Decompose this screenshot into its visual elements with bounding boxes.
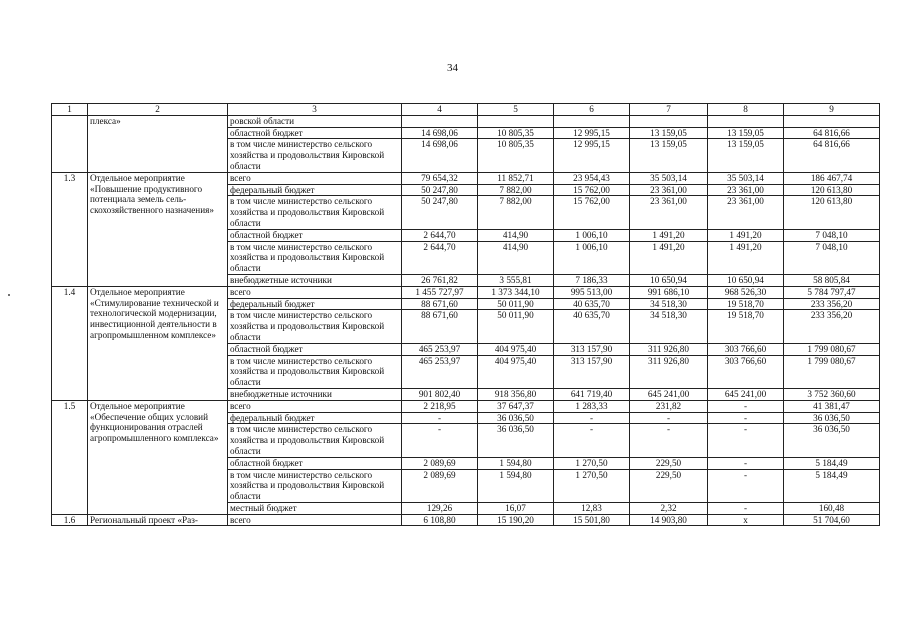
measure-name: Отдельное мероприятие «Повышение продуктивного потенциала земель сельскохозяйственного назначения»: [88, 172, 228, 286]
year-value: 88 671,60: [402, 298, 478, 310]
total-value: 233 356,20: [784, 310, 880, 343]
total-value: 160,48: [784, 502, 880, 514]
year-value: 34 518,30: [630, 298, 708, 310]
total-value: 41 381,47: [784, 400, 880, 412]
year-value: 15 762,00: [554, 184, 630, 196]
year-value: 40 635,70: [554, 310, 630, 343]
year-value: 311 926,80: [630, 355, 708, 388]
funding-source: местный бюджет: [228, 502, 402, 514]
year-value: 991 686,10: [630, 286, 708, 298]
total-value: 64 816,66: [784, 127, 880, 139]
year-value: 23 361,00: [630, 196, 708, 229]
year-value: 404 975,40: [478, 355, 554, 388]
table-row: [52, 286, 880, 298]
year-value: 50 011,90: [478, 310, 554, 343]
column-header: 5: [478, 104, 554, 116]
year-value: 13 159,05: [708, 127, 784, 139]
year-value: 3 555,81: [478, 274, 554, 286]
year-value: -: [708, 412, 784, 424]
year-value: 1 491,20: [708, 229, 784, 241]
year-value: 7 186,33: [554, 274, 630, 286]
total-value: 5 184,49: [784, 457, 880, 469]
measure-name: плекса»: [88, 115, 228, 172]
total-value: 5 784 797,47: [784, 286, 880, 298]
measure-index: 1.4: [52, 286, 88, 400]
year-value: 231,82: [630, 400, 708, 412]
year-value: 968 526,30: [708, 286, 784, 298]
total-value: 7 048,10: [784, 241, 880, 274]
year-value: 1 373 344,10: [478, 286, 554, 298]
total-value: 36 036,50: [784, 412, 880, 424]
year-value: 12 995,15: [554, 139, 630, 172]
total-value: 120 613,80: [784, 196, 880, 229]
year-value: 10 805,35: [478, 127, 554, 139]
year-value: 50 247,80: [402, 184, 478, 196]
table-row: [52, 400, 880, 412]
funding-source: внебюджетные источники: [228, 274, 402, 286]
year-value: -: [402, 412, 478, 424]
funding-source: всего: [228, 514, 402, 526]
year-value: 36 036,50: [478, 424, 554, 457]
funding-source: в том числе министерство сельского хозяйства и продовольствия Кировской области: [228, 241, 402, 274]
page-number: 34: [447, 62, 458, 74]
year-value: 2 644,70: [402, 241, 478, 274]
year-value: 465 253,97: [402, 355, 478, 388]
year-value: 16,07: [478, 502, 554, 514]
funding-source: в том числе министерство сельского хозяйства и продовольствия Кировской области: [228, 355, 402, 388]
year-value: 10 805,35: [478, 139, 554, 172]
measure-index: 1.3: [52, 172, 88, 286]
year-value: 2 089,69: [402, 469, 478, 502]
year-value: 7 882,00: [478, 184, 554, 196]
year-value: 645 241,00: [630, 388, 708, 400]
funding-source: в том числе министерство сельского хозяйства и продовольствия Кировской области: [228, 139, 402, 172]
funding-source: в том числе министерство сельского хозяйства и продовольствия Кировской области: [228, 196, 402, 229]
year-value: 313 157,90: [554, 355, 630, 388]
year-value: 2 644,70: [402, 229, 478, 241]
funding-source: в том числе министерство сельского хозяйства и продовольствия Кировской области: [228, 469, 402, 502]
total-value: 1 799 080,67: [784, 343, 880, 355]
funding-source: федеральный бюджет: [228, 184, 402, 196]
year-value: -: [402, 424, 478, 457]
measure-index: 1.6: [52, 514, 88, 526]
year-value: 14 698,06: [402, 139, 478, 172]
year-value: 918 356,80: [478, 388, 554, 400]
year-value: 23 361,00: [630, 184, 708, 196]
year-value: 404 975,40: [478, 343, 554, 355]
funding-source: федеральный бюджет: [228, 412, 402, 424]
total-value: 186 467,74: [784, 172, 880, 184]
year-value: 10 650,94: [630, 274, 708, 286]
measure-name: Отдельное мероприятие «Обеспечение общих условий функционирования отраслей агропромышленного комплекса»: [88, 400, 228, 514]
table-row: [52, 172, 880, 184]
year-value: -: [554, 424, 630, 457]
year-value: 14 698,06: [402, 127, 478, 139]
year-value: 414,90: [478, 241, 554, 274]
table-header-row: [52, 104, 880, 116]
table-row: [52, 115, 880, 127]
year-value: 1 455 727,97: [402, 286, 478, 298]
year-value: 79 654,32: [402, 172, 478, 184]
year-value: 19 518,70: [708, 298, 784, 310]
year-value: 13 159,05: [630, 127, 708, 139]
year-value: [554, 115, 630, 127]
year-value: [630, 115, 708, 127]
year-value: [402, 115, 478, 127]
column-header: 7: [630, 104, 708, 116]
year-value: 303 766,60: [708, 355, 784, 388]
total-value: 1 799 080,67: [784, 355, 880, 388]
margin-mark: [8, 294, 10, 296]
year-value: x: [708, 514, 784, 526]
funding-source: всего: [228, 400, 402, 412]
year-value: -: [708, 400, 784, 412]
year-value: 15 190,20: [478, 514, 554, 526]
year-value: 23 361,00: [708, 184, 784, 196]
year-value: 36 036,50: [478, 412, 554, 424]
funding-source: всего: [228, 172, 402, 184]
measure-name: Региональный проект «Раз-: [88, 514, 228, 526]
year-value: 1 594,80: [478, 469, 554, 502]
total-value: 64 816,66: [784, 139, 880, 172]
year-value: 2,32: [630, 502, 708, 514]
column-header: 2: [88, 104, 228, 116]
year-value: [708, 115, 784, 127]
column-header: 8: [708, 104, 784, 116]
year-value: 641 719,40: [554, 388, 630, 400]
funding-source: ровской области: [228, 115, 402, 127]
total-value: 36 036,50: [784, 424, 880, 457]
year-value: 13 159,05: [708, 139, 784, 172]
year-value: 40 635,70: [554, 298, 630, 310]
funding-source: областной бюджет: [228, 343, 402, 355]
funding-source: внебюджетные источники: [228, 388, 402, 400]
year-value: 11 852,71: [478, 172, 554, 184]
year-value: 901 802,40: [402, 388, 478, 400]
total-value: 120 613,80: [784, 184, 880, 196]
year-value: 2 089,69: [402, 457, 478, 469]
year-value: 23 361,00: [708, 196, 784, 229]
year-value: -: [630, 412, 708, 424]
year-value: 229,50: [630, 469, 708, 502]
budget-table: [51, 103, 880, 526]
year-value: 10 650,94: [708, 274, 784, 286]
funding-source: федеральный бюджет: [228, 298, 402, 310]
budget-table-body: [52, 104, 880, 526]
year-value: 645 241,00: [708, 388, 784, 400]
year-value: 1 491,20: [630, 229, 708, 241]
total-value: 5 184,49: [784, 469, 880, 502]
total-value: 7 048,10: [784, 229, 880, 241]
year-value: 26 761,82: [402, 274, 478, 286]
year-value: 303 766,60: [708, 343, 784, 355]
year-value: 37 647,37: [478, 400, 554, 412]
year-value: -: [554, 412, 630, 424]
total-value: 51 704,60: [784, 514, 880, 526]
year-value: 15 501,80: [554, 514, 630, 526]
year-value: 12 995,15: [554, 127, 630, 139]
year-value: 313 157,90: [554, 343, 630, 355]
year-value: -: [708, 424, 784, 457]
funding-source: областной бюджет: [228, 229, 402, 241]
measure-index: 1.5: [52, 400, 88, 514]
total-value: [784, 115, 880, 127]
year-value: 13 159,05: [630, 139, 708, 172]
year-value: 35 503,14: [630, 172, 708, 184]
year-value: 1 270,50: [554, 457, 630, 469]
year-value: 6 108,80: [402, 514, 478, 526]
year-value: 1 594,80: [478, 457, 554, 469]
column-header: 3: [228, 104, 402, 116]
total-value: 58 805,84: [784, 274, 880, 286]
year-value: -: [708, 457, 784, 469]
year-value: 50 247,80: [402, 196, 478, 229]
year-value: 14 903,80: [630, 514, 708, 526]
year-value: 129,26: [402, 502, 478, 514]
year-value: -: [708, 469, 784, 502]
year-value: -: [708, 502, 784, 514]
measure-index: [52, 115, 88, 172]
year-value: 2 218,95: [402, 400, 478, 412]
column-header: 4: [402, 104, 478, 116]
year-value: 1 006,10: [554, 229, 630, 241]
funding-source: всего: [228, 286, 402, 298]
year-value: 311 926,80: [630, 343, 708, 355]
column-header: 9: [784, 104, 880, 116]
year-value: 7 882,00: [478, 196, 554, 229]
funding-source: областной бюджет: [228, 457, 402, 469]
column-header: 6: [554, 104, 630, 116]
year-value: 1 283,33: [554, 400, 630, 412]
year-value: 50 011,90: [478, 298, 554, 310]
table-row: [52, 514, 880, 526]
year-value: 1 270,50: [554, 469, 630, 502]
year-value: -: [630, 424, 708, 457]
funding-source: в том числе министерство сельского хозяйства и продовольствия Кировской области: [228, 310, 402, 343]
year-value: 35 503,14: [708, 172, 784, 184]
year-value: 1 006,10: [554, 241, 630, 274]
column-header: 1: [52, 104, 88, 116]
year-value: 23 954,43: [554, 172, 630, 184]
funding-source: областной бюджет: [228, 127, 402, 139]
year-value: 1 491,20: [630, 241, 708, 274]
year-value: 12,83: [554, 502, 630, 514]
year-value: 229,50: [630, 457, 708, 469]
year-value: 414,90: [478, 229, 554, 241]
total-value: 3 752 360,60: [784, 388, 880, 400]
year-value: 88 671,60: [402, 310, 478, 343]
year-value: 19 518,70: [708, 310, 784, 343]
year-value: 1 491,20: [708, 241, 784, 274]
total-value: 233 356,20: [784, 298, 880, 310]
year-value: 995 513,00: [554, 286, 630, 298]
measure-name: Отдельное мероприятие «Стимулирование технической и технологической модернизации, инвестиционной деятельности в агропромышленном комплексе»: [88, 286, 228, 400]
year-value: 34 518,30: [630, 310, 708, 343]
year-value: 465 253,97: [402, 343, 478, 355]
funding-source: в том числе министерство сельского хозяйства и продовольствия Кировской области: [228, 424, 402, 457]
year-value: 15 762,00: [554, 196, 630, 229]
year-value: [478, 115, 554, 127]
